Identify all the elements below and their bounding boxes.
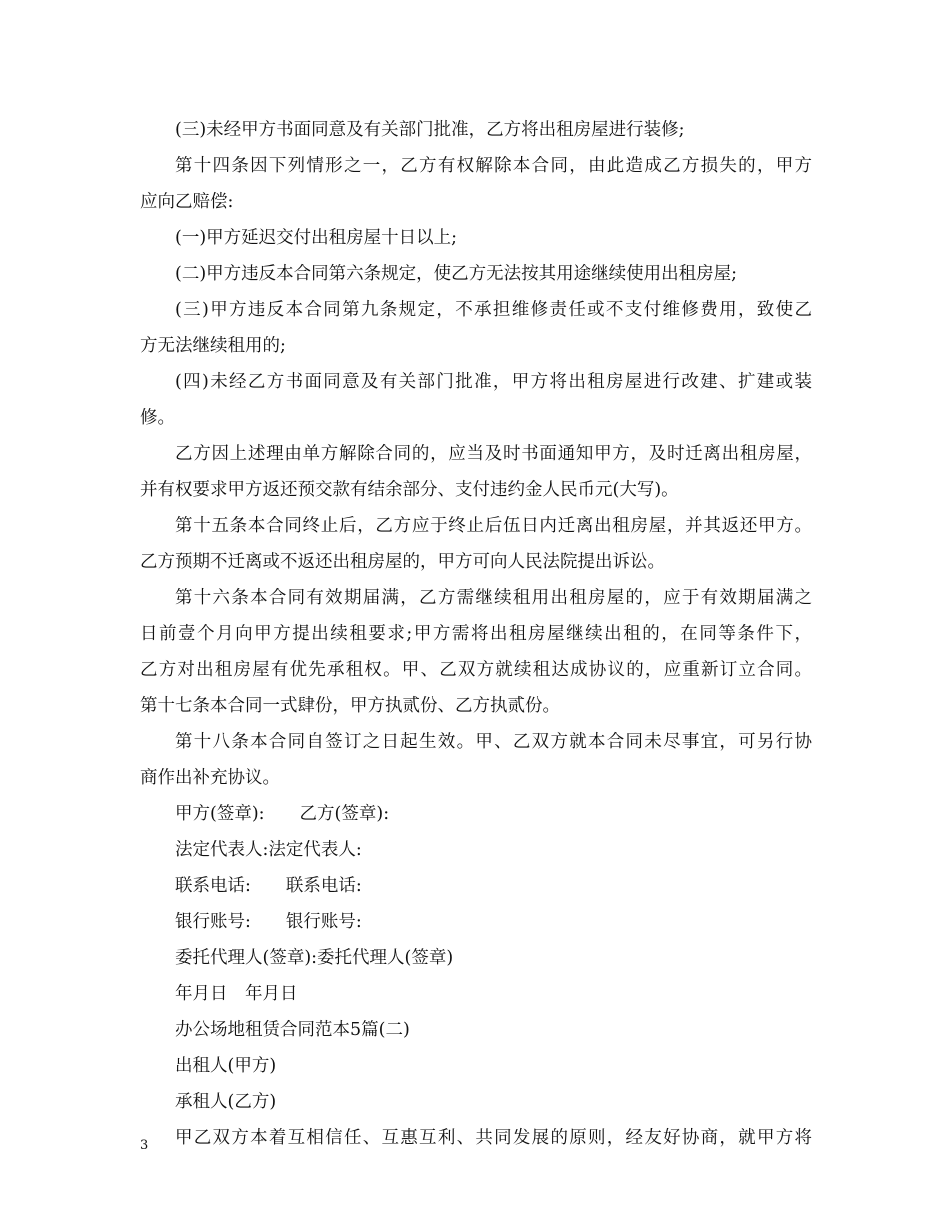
- text-line: (一)甲方延迟交付出租房屋十日以上;: [175, 228, 458, 248]
- text-line: 第十六条本合同有效期届满，乙方需继续租用出租房屋的，应于有效期届满之: [175, 588, 812, 608]
- text-line: 办公场地租赁合同范本5篇(二): [175, 1020, 410, 1040]
- text-line: 出租人(甲方): [175, 1056, 277, 1076]
- text-line: 第十四条因下列情形之一，乙方有权解除本合同，由此造成乙方损失的，甲方: [175, 156, 812, 176]
- page-number: 3: [140, 1138, 149, 1153]
- text-line: 甲方(签章): 乙方(签章):: [175, 804, 390, 824]
- text-line: (四)未经乙方书面同意及有关部门批准，甲方将出租房屋进行改建、扩建或装: [175, 372, 812, 392]
- text-line: 商作出补充协议。: [140, 768, 280, 788]
- text-line: 应向乙赔偿:: [140, 192, 234, 212]
- text-line: 法定代表人:法定代表人:: [175, 840, 362, 860]
- text-line: 第十五条本合同终止后，乙方应于终止后伍日内迁离出租房屋，并其返还甲方。: [175, 516, 812, 536]
- text-line: 第十七条本合同一式肆份，甲方执贰份、乙方执贰份。: [140, 696, 560, 716]
- text-line: (三)未经甲方书面同意及有关部门批准，乙方将出租房屋进行装修;: [175, 120, 685, 140]
- text-line: 乙方对出租房屋有优先承租权。甲、乙双方就续租达成协议的，应重新订立合同。: [140, 660, 812, 680]
- document-body: [140, 112, 812, 1156]
- text-line: (二)甲方违反本合同第六条规定，使乙方无法按其用途继续使用出租房屋;: [175, 264, 738, 284]
- text-line: 并有权要求甲方返还预交款有结余部分、支付违约金人民币元(大写)。: [140, 480, 679, 500]
- text-line: 年月日 年月日: [175, 984, 298, 1004]
- text-line: 乙方因上述理由单方解除合同的，应当及时书面通知甲方，及时迁离出租房屋，: [175, 444, 812, 464]
- text-line: (三)甲方违反本合同第九条规定，不承担维修责任或不支付维修费用，致使乙: [175, 300, 812, 320]
- text-line: 乙方预期不迁离或不返还出租房屋的，甲方可向人民法院提出诉讼。: [140, 552, 665, 572]
- text-line: 第十八条本合同自签订之日起生效。甲、乙双方就本合同未尽事宜，可另行协: [175, 732, 812, 752]
- text-line: 方无法继续租用的;: [140, 336, 286, 356]
- text-line: 银行账号: 银行账号:: [175, 912, 362, 932]
- text-line: 日前壹个月向甲方提出续租要求;甲方需将出租房屋继续出租的，在同等条件下，: [140, 624, 812, 644]
- text-line: 联系电话: 联系电话:: [175, 876, 362, 896]
- text-line: 委托代理人(签章):委托代理人(签章): [175, 948, 454, 968]
- text-line: 承租人(乙方): [175, 1092, 277, 1112]
- text-line: 甲乙双方本着互相信任、互惠互利、共同发展的原则，经友好协商，就甲方将: [175, 1128, 812, 1148]
- text-line: 修。: [140, 408, 175, 428]
